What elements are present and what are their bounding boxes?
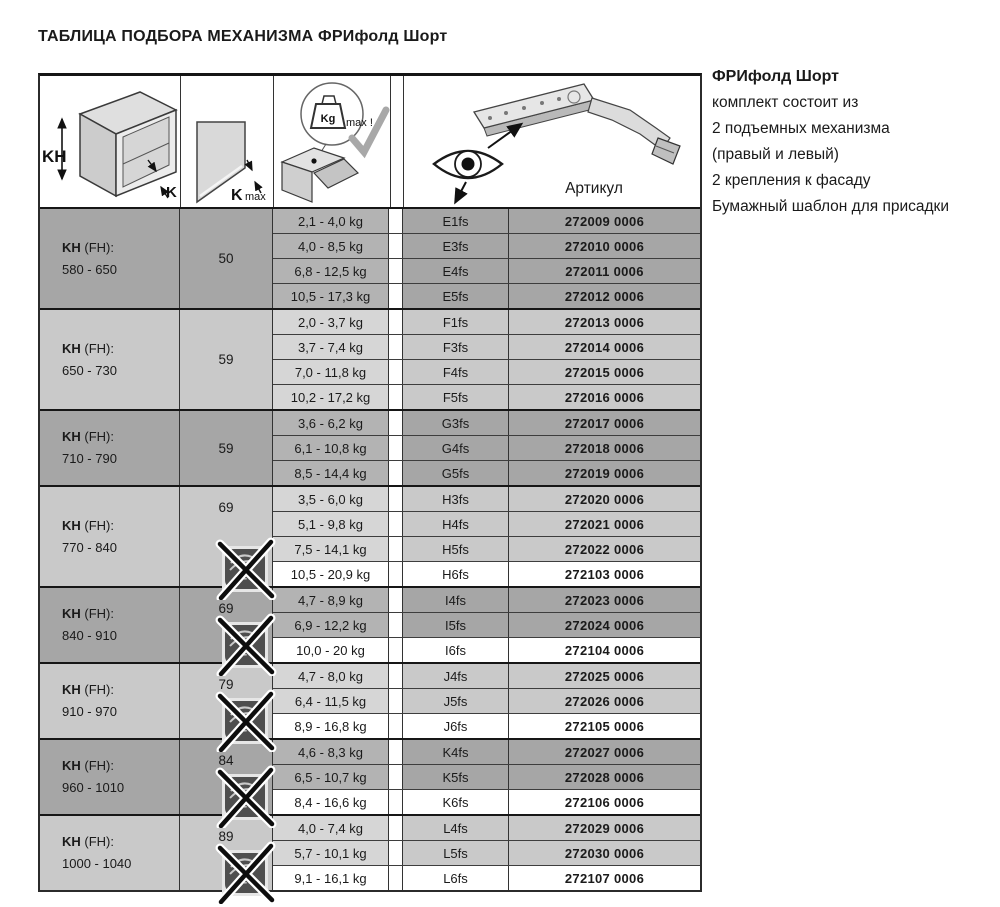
weight-cell: 3,6 - 6,2 kg (273, 411, 389, 435)
table-row (273, 764, 700, 789)
article-label: Артикул (565, 180, 623, 197)
table-row (273, 209, 700, 233)
kh-label (62, 831, 179, 853)
table-row (273, 612, 700, 637)
weight-cell: 5,7 - 10,1 kg (273, 841, 389, 865)
kh-range: 710 - 790 (62, 451, 117, 466)
article-cell: 272030 0006 (509, 841, 700, 865)
table-row (273, 359, 700, 384)
model-cell: J5fs (403, 689, 509, 713)
weight-cell: 6,4 - 11,5 kg (273, 689, 389, 713)
page-title: ТАБЛИЦА ПОДБОРА МЕХАНИЗМА ФРИфолд Шорт (38, 28, 448, 45)
kh-range: 580 - 650 (62, 261, 117, 277)
table-row (273, 840, 700, 865)
table-row (273, 435, 700, 460)
kmax-cell (180, 310, 273, 409)
group-rows (273, 209, 700, 308)
model-cell: I6fs (403, 638, 509, 662)
k-dim-label: K (166, 184, 177, 201)
kh-suffix: (FH): (80, 517, 114, 533)
crossed-logo-icon (214, 834, 278, 904)
group-row (40, 586, 700, 662)
weight-cell: 10,2 - 17,2 kg (273, 385, 389, 409)
column-gap (389, 562, 403, 586)
model-cell: L4fs (403, 816, 509, 840)
kmax-sub-label: max (245, 191, 266, 203)
column-gap (389, 638, 403, 662)
info-line: комплект состоит из (712, 94, 859, 111)
group-row (40, 207, 700, 308)
article-cell: 272019 0006 (509, 461, 700, 485)
group-rows (273, 310, 700, 409)
table-row (273, 713, 700, 738)
article-cell: 272022 0006 (509, 537, 700, 561)
weight-cell: 9,1 - 16,1 kg (273, 866, 389, 890)
kh-bold: KH (62, 606, 81, 621)
weight-cell: 2,0 - 3,7 kg (273, 310, 389, 334)
article-cell: 272024 0006 (509, 613, 700, 637)
mechanism-icon (404, 76, 700, 207)
table-row (273, 334, 700, 359)
weight-cell: 4,6 - 8,3 kg (273, 740, 389, 764)
kh-suffix: (FH): (80, 429, 114, 444)
info-line: Бумажный шаблон для присадки (712, 198, 949, 215)
group-rows (273, 664, 700, 738)
column-gap (389, 664, 403, 688)
kh-bold: KH (62, 834, 81, 849)
weight-cell: 8,9 - 16,8 kg (273, 714, 389, 738)
weight-cell: 6,5 - 10,7 kg (273, 765, 389, 789)
kh-suffix: (FH): (80, 606, 114, 621)
table-row (273, 588, 700, 612)
column-gap (389, 209, 403, 233)
cabinet-kh-icon (40, 76, 180, 207)
weight-cell: 4,0 - 8,5 kg (273, 234, 389, 258)
table-row (273, 536, 700, 561)
kh-label (62, 679, 179, 701)
info-line: (правый и левый) (712, 146, 839, 163)
kh-range: 650 - 730 (62, 362, 117, 378)
weight-cell: 10,5 - 20,9 kg (273, 562, 389, 586)
column-gap (389, 765, 403, 789)
table-row (273, 664, 700, 688)
kh-bold: KH (62, 429, 81, 444)
info-panel (712, 64, 1000, 220)
column-gap (389, 385, 403, 409)
kmax-cell (180, 487, 273, 586)
model-cell: E4fs (403, 259, 509, 283)
kh-range: 910 - 970 (62, 704, 117, 719)
column-gap (389, 714, 403, 738)
column-gap (391, 76, 404, 207)
group-rows (273, 588, 700, 662)
article-cell: 272009 0006 (509, 209, 700, 233)
article-cell: 272104 0006 (509, 638, 700, 662)
header-cell-weight (274, 76, 391, 207)
kh-cell (40, 588, 180, 662)
kh-suffix: (FH): (80, 834, 114, 849)
column-gap (389, 790, 403, 814)
weight-cell: 8,5 - 14,4 kg (273, 461, 389, 485)
table-row (273, 487, 700, 511)
kh-cell (40, 816, 180, 890)
group-row (40, 308, 700, 409)
header-cell-article (404, 76, 700, 207)
model-cell: E1fs (403, 209, 509, 233)
column-gap (389, 360, 403, 384)
weight-cell: 6,1 - 10,8 kg (273, 436, 389, 460)
kh-range: 770 - 840 (62, 539, 117, 555)
model-cell: F4fs (403, 360, 509, 384)
kh-range: 960 - 1010 (62, 780, 125, 795)
article-cell: 272106 0006 (509, 790, 700, 814)
kh-bold: KH (62, 758, 81, 773)
model-cell: H4fs (403, 512, 509, 536)
header-cell-cabinet (40, 76, 181, 207)
group-row (40, 738, 700, 814)
article-cell: 272028 0006 (509, 765, 700, 789)
model-cell: J6fs (403, 714, 509, 738)
kh-bold: KH (62, 340, 81, 356)
kmax-value: 84 (218, 753, 234, 768)
model-cell: K5fs (403, 765, 509, 789)
model-cell: F5fs (403, 385, 509, 409)
table-row (273, 233, 700, 258)
column-gap (389, 588, 403, 612)
info-line: 2 крепления к фасаду (712, 172, 871, 189)
kh-range: 840 - 910 (62, 628, 117, 643)
model-cell: K6fs (403, 790, 509, 814)
model-cell: E3fs (403, 234, 509, 258)
column-gap (389, 259, 403, 283)
article-cell: 272013 0006 (509, 310, 700, 334)
model-cell: F3fs (403, 335, 509, 359)
weight-cell: 6,9 - 12,2 kg (273, 613, 389, 637)
kh-cell (40, 740, 180, 814)
table-row (273, 789, 700, 814)
column-gap (389, 411, 403, 435)
kh-label (62, 515, 179, 537)
weight-max-icon (274, 76, 390, 207)
kh-label (62, 237, 179, 259)
table-row (273, 688, 700, 713)
column-gap (389, 537, 403, 561)
article-cell: 272014 0006 (509, 335, 700, 359)
kh-cell (40, 487, 180, 586)
table-row (273, 816, 700, 840)
kh-label (62, 755, 179, 777)
group-rows (273, 740, 700, 814)
table-row (273, 637, 700, 662)
kh-range: 1000 - 1040 (62, 856, 132, 871)
article-cell: 272029 0006 (509, 816, 700, 840)
panel-kmax-icon (181, 76, 273, 207)
article-cell: 272021 0006 (509, 512, 700, 536)
weight-cell: 8,4 - 16,6 kg (273, 790, 389, 814)
info-heading: ФРИфолд Шорт (712, 68, 840, 85)
kh-cell (40, 310, 180, 409)
kmax-value: 69 (218, 500, 234, 515)
table-row (273, 283, 700, 308)
kh-label (62, 338, 179, 360)
header-cell-panel-thickness (181, 76, 274, 207)
weight-cell: 3,7 - 7,4 kg (273, 335, 389, 359)
selection-table (38, 73, 702, 892)
article-cell: 272018 0006 (509, 436, 700, 460)
weight-cell: 10,5 - 17,3 kg (273, 284, 389, 308)
table-row (273, 310, 700, 334)
kmax-dim-label: K (231, 187, 243, 204)
article-cell: 272026 0006 (509, 689, 700, 713)
model-cell: G5fs (403, 461, 509, 485)
table-body (40, 207, 700, 890)
article-cell: 272016 0006 (509, 385, 700, 409)
weight-cell: 10,0 - 20 kg (273, 638, 389, 662)
table-row (273, 411, 700, 435)
crossed-logo-icon (214, 758, 278, 828)
model-cell: H6fs (403, 562, 509, 586)
table-row (273, 460, 700, 485)
column-gap (389, 234, 403, 258)
article-cell: 272010 0006 (509, 234, 700, 258)
column-gap (389, 310, 403, 334)
model-cell: F1fs (403, 310, 509, 334)
weight-cell: 4,0 - 7,4 kg (273, 816, 389, 840)
kh-suffix: (FH): (80, 682, 114, 697)
weight-cell: 6,8 - 12,5 kg (273, 259, 389, 283)
weight-cell: 5,1 - 9,8 kg (273, 512, 389, 536)
table-row (273, 258, 700, 283)
kmax-cell (180, 411, 273, 485)
kmax-value: 79 (218, 677, 234, 692)
model-cell: I5fs (403, 613, 509, 637)
column-gap (389, 461, 403, 485)
group-row (40, 662, 700, 738)
article-cell: 272105 0006 (509, 714, 700, 738)
article-cell: 272012 0006 (509, 284, 700, 308)
article-cell: 272107 0006 (509, 866, 700, 890)
column-gap (389, 689, 403, 713)
model-cell: H3fs (403, 487, 509, 511)
column-gap (389, 740, 403, 764)
kg-label: Kg (320, 113, 336, 125)
table-row (273, 384, 700, 409)
table-row (273, 511, 700, 536)
model-cell: K4fs (403, 740, 509, 764)
group-row (40, 409, 700, 485)
model-cell: E5fs (403, 284, 509, 308)
kh-label (62, 603, 179, 625)
article-cell: 272025 0006 (509, 664, 700, 688)
kh-cell (40, 411, 180, 485)
article-cell: 272103 0006 (509, 562, 700, 586)
weight-cell: 3,5 - 6,0 kg (273, 487, 389, 511)
kh-suffix: (FH): (80, 758, 114, 773)
group-rows (273, 487, 700, 586)
kg-max-label: max ! (346, 117, 373, 129)
kh-cell (40, 664, 180, 738)
column-gap (389, 512, 403, 536)
column-gap (389, 816, 403, 840)
model-cell: G4fs (403, 436, 509, 460)
column-gap (389, 487, 403, 511)
kh-label (62, 426, 179, 448)
kh-bold: KH (62, 239, 81, 255)
crossed-logo-icon (214, 606, 278, 676)
crossed-logo-icon (214, 530, 278, 600)
article-cell: 272023 0006 (509, 588, 700, 612)
column-gap (389, 284, 403, 308)
column-gap (389, 866, 403, 890)
kh-bold: KH (62, 517, 81, 533)
model-cell: L6fs (403, 866, 509, 890)
article-cell: 272015 0006 (509, 360, 700, 384)
model-cell: J4fs (403, 664, 509, 688)
kh-cell (40, 209, 180, 308)
crossed-logo-icon (214, 682, 278, 752)
weight-cell: 4,7 - 8,9 kg (273, 588, 389, 612)
group-rows (273, 816, 700, 890)
kmax-value: 59 (218, 352, 234, 367)
model-cell: I4fs (403, 588, 509, 612)
table-row (273, 561, 700, 586)
kmax-value: 50 (218, 251, 234, 266)
article-cell: 272011 0006 (509, 259, 700, 283)
model-cell: H5fs (403, 537, 509, 561)
weight-cell: 7,0 - 11,8 kg (273, 360, 389, 384)
column-gap (389, 841, 403, 865)
table-row (273, 865, 700, 890)
model-cell: L5fs (403, 841, 509, 865)
kmax-value: 89 (218, 829, 234, 844)
kh-suffix: (FH): (80, 239, 114, 255)
kmax-cell (180, 209, 273, 308)
group-row (40, 814, 700, 890)
column-gap (389, 436, 403, 460)
kmax-value: 69 (218, 601, 234, 616)
group-rows (273, 411, 700, 485)
table-header (40, 76, 700, 207)
kh-suffix: (FH): (80, 340, 114, 356)
group-row (40, 485, 700, 586)
table-row (273, 740, 700, 764)
model-cell: G3fs (403, 411, 509, 435)
weight-cell: 4,7 - 8,0 kg (273, 664, 389, 688)
kmax-value: 59 (218, 440, 234, 456)
kh-bold: KH (62, 682, 81, 697)
column-gap (389, 613, 403, 637)
weight-cell: 2,1 - 4,0 kg (273, 209, 389, 233)
kh-dim-label: KH (42, 147, 67, 166)
column-gap (389, 335, 403, 359)
article-cell: 272027 0006 (509, 740, 700, 764)
weight-cell: 7,5 - 14,1 kg (273, 537, 389, 561)
article-cell: 272017 0006 (509, 411, 700, 435)
article-cell: 272020 0006 (509, 487, 700, 511)
info-line: 2 подъемных механизма (712, 120, 890, 137)
